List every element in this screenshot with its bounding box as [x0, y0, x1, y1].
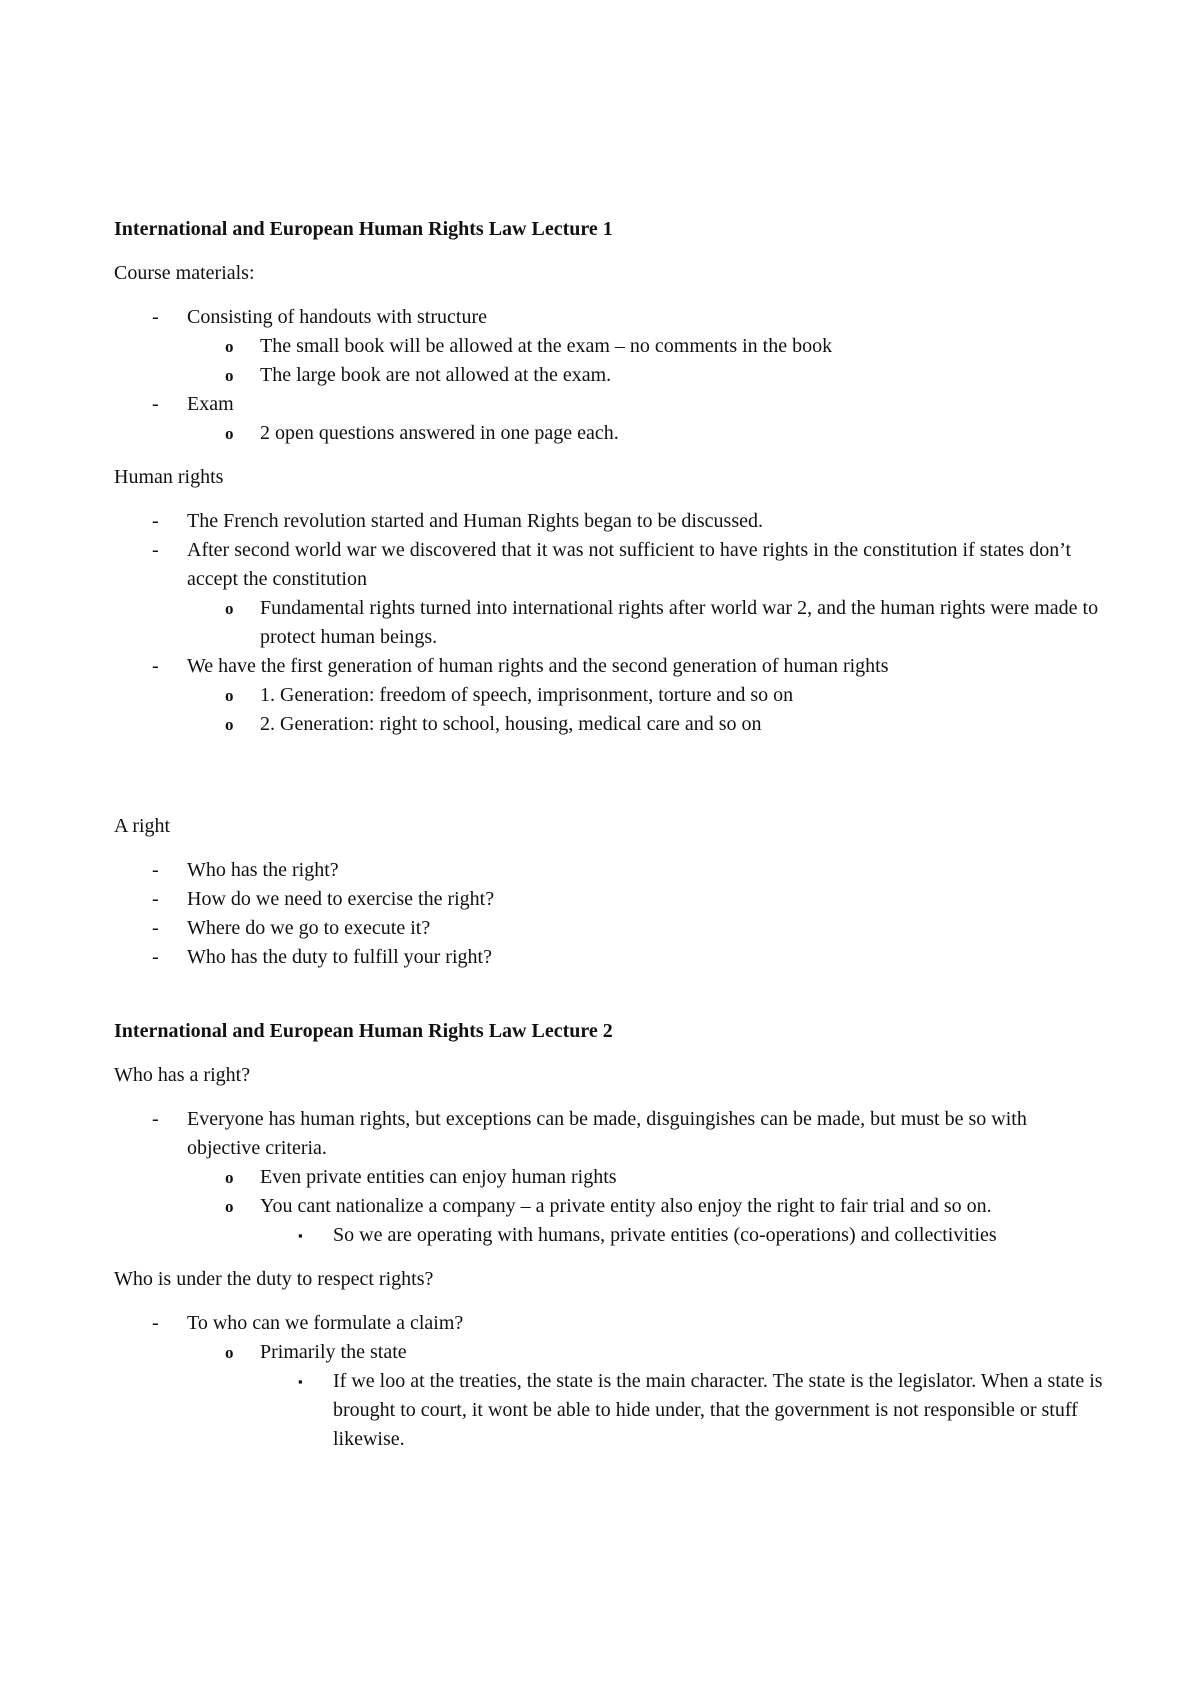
list-item: [114, 536, 1104, 652]
list-item-text: To who can we formulate a claim?: [187, 1312, 464, 1334]
dash-bullet: -: [152, 1108, 159, 1130]
dash-bullet: -: [152, 539, 159, 561]
circle-bullet: o: [225, 337, 234, 356]
list-item-text: Even private entities can enjoy human rights: [260, 1166, 617, 1188]
square-bullet: ▪: [298, 1228, 303, 1243]
human-rights-heading: Human rights: [114, 466, 224, 488]
duty-list: [114, 1309, 1104, 1454]
dash-bullet: -: [152, 655, 159, 677]
list-item-text: We have the first generation of human rights and the second generation of human rights: [187, 655, 889, 677]
list-item-text: The French revolution started and Human Rights began to be discussed.: [187, 510, 763, 532]
list-item: [114, 1192, 1104, 1250]
list-item-text: After second world war we discovered that it was not sufficient to have rights in the constitution if states don’t accept the constitution: [187, 539, 1072, 590]
list-item: [114, 1105, 1104, 1250]
circle-bullet: o: [225, 424, 234, 443]
list-item: [114, 914, 1104, 943]
list-item-text: You cant nationalize a company – a private entity also enjoy the right to fair trial and so on.: [260, 1195, 992, 1217]
circle-bullet: o: [225, 1197, 234, 1216]
circle-bullet: o: [225, 1168, 234, 1187]
course-materials-heading: Course materials:: [114, 262, 255, 284]
list-item: [114, 652, 1104, 739]
list-item: [114, 303, 1104, 390]
list-item: [114, 594, 1104, 652]
dash-bullet: -: [152, 917, 159, 939]
circle-bullet: o: [225, 366, 234, 385]
list-item-text: 2 open questions answered in one page each.: [260, 422, 619, 444]
document-page: [114, 215, 1104, 1469]
list-item: [114, 419, 1104, 448]
list-item-text: So we are operating with humans, private entities (co-operations) and collectivities: [333, 1224, 997, 1246]
list-item: [114, 1338, 1104, 1454]
list-item-text: 1. Generation: freedom of speech, imprisonment, torture and so on: [260, 684, 794, 706]
list-item-text: Exam: [187, 393, 234, 415]
list-item-text: Where do we go to execute it?: [187, 917, 431, 939]
dash-bullet: -: [152, 306, 159, 328]
dash-bullet: -: [152, 946, 159, 968]
list-item-text: If we loo at the treaties, the state is the main character. The state is the legislator. When a state is brought to court, it wont be able to hide under, that the government is not responsible or stuff likewise.: [333, 1370, 1103, 1450]
list-item-text: Primarily the state: [260, 1341, 407, 1363]
list-item-text: 2. Generation: right to school, housing, medical care and so on: [260, 713, 762, 735]
list-item-text: Consisting of handouts with structure: [187, 306, 487, 328]
list-item: [114, 332, 1104, 361]
list-item: [114, 1221, 1104, 1250]
list-item-text: Who has the duty to fulfill your right?: [187, 946, 492, 968]
list-item-text: Everyone has human rights, but exceptions can be made, disguingishes can be made, but must be so with objective criteria.: [187, 1108, 1027, 1159]
list-item: [114, 885, 1104, 914]
lecture-1-title: International and European Human Rights Law Lecture 1: [114, 218, 613, 240]
list-item: [114, 1309, 1104, 1454]
spacer: [114, 754, 1104, 812]
spacer: [114, 987, 1104, 1017]
list-item: [114, 856, 1104, 885]
list-item: [114, 1163, 1104, 1192]
course-materials-list: [114, 303, 1104, 448]
a-right-heading: A right: [114, 815, 171, 837]
duty-heading: Who is under the duty to respect rights?: [114, 1268, 434, 1290]
list-item: [114, 507, 1104, 536]
list-item: [114, 943, 1104, 972]
who-has-right-heading: Who has a right?: [114, 1064, 251, 1086]
list-item-text: How do we need to exercise the right?: [187, 888, 495, 910]
list-item-text: Fundamental rights turned into international rights after world war 2, and the human rights were made to protect human beings.: [260, 597, 1099, 648]
dash-bullet: -: [152, 510, 159, 532]
lecture-2-title: International and European Human Rights Law Lecture 2: [114, 1020, 613, 1042]
a-right-list: [114, 856, 1104, 972]
circle-bullet: o: [225, 1343, 234, 1362]
dash-bullet: -: [152, 888, 159, 910]
human-rights-list: [114, 507, 1104, 739]
list-item: [114, 681, 1104, 710]
circle-bullet: o: [225, 715, 234, 734]
who-has-right-list: [114, 1105, 1104, 1250]
list-item-text: The large book are not allowed at the exam.: [260, 364, 612, 386]
list-item: [114, 390, 1104, 448]
circle-bullet: o: [225, 599, 234, 618]
dash-bullet: -: [152, 393, 159, 415]
list-item-text: Who has the right?: [187, 859, 339, 881]
dash-bullet: -: [152, 1312, 159, 1334]
list-item: [114, 710, 1104, 739]
dash-bullet: -: [152, 859, 159, 881]
square-bullet: ▪: [298, 1374, 303, 1389]
list-item: [114, 1367, 1104, 1454]
list-item-text: The small book will be allowed at the exam – no comments in the book: [260, 335, 833, 357]
circle-bullet: o: [225, 686, 234, 705]
list-item: [114, 361, 1104, 390]
